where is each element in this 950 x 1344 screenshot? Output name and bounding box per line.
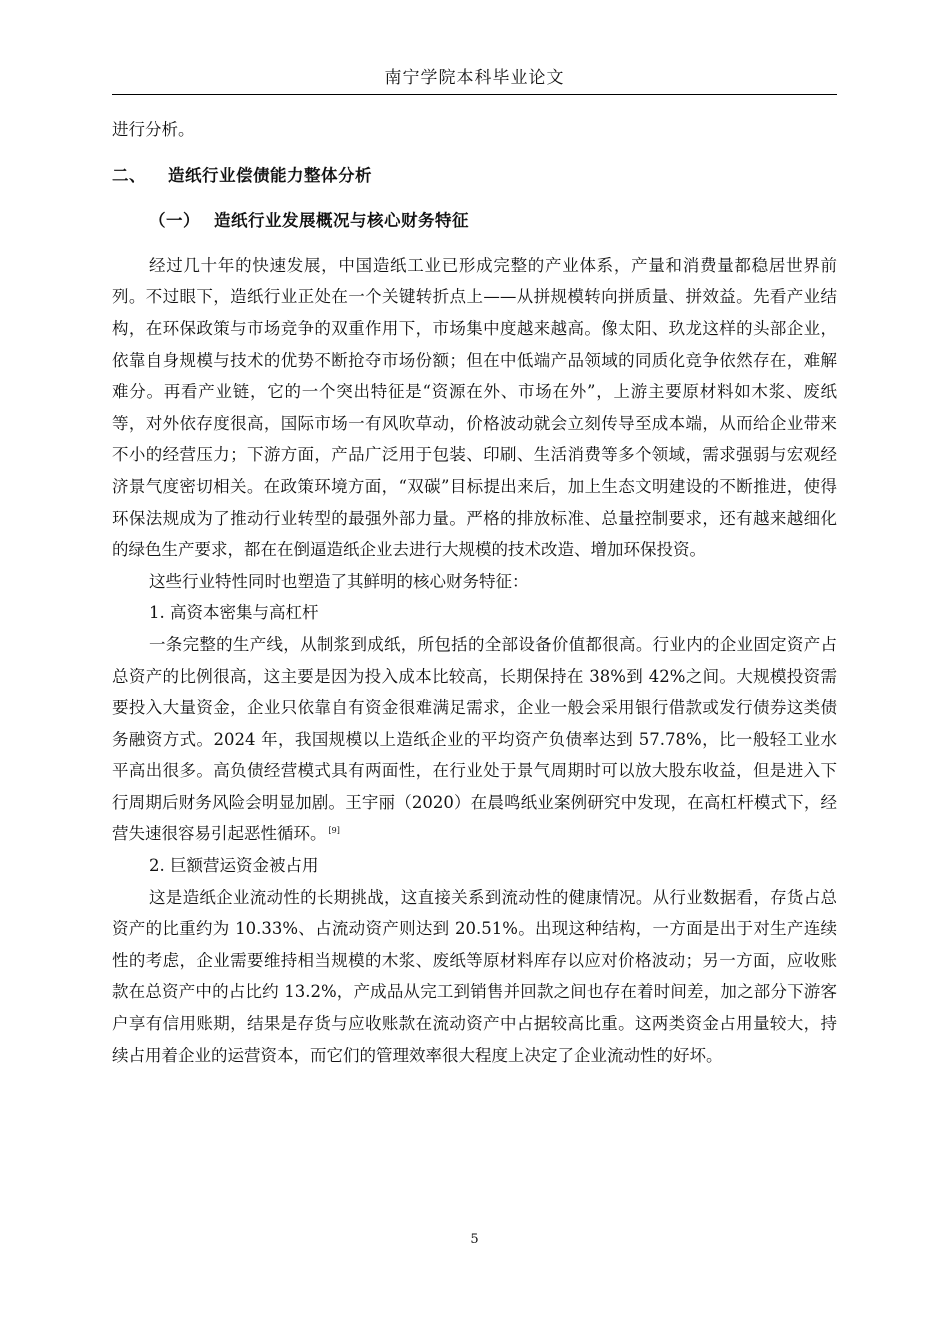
continuation-text: 进行分析。 [112,120,195,139]
paragraph-financial-features-intro: 这些行业特性同时也塑造了其鲜明的核心财务特征： [149,571,529,591]
running-header: 南宁学院本科毕业论文 [384,68,565,88]
header-rule [112,94,837,95]
section-heading [112,160,837,192]
subsection-title: 造纸行业发展概况与核心财务特征 [214,211,469,231]
citation-reference: [9] [328,825,340,835]
subsection-heading [149,205,837,237]
list-item-title-working-capital: 2. 巨额营运资金被占用 [149,856,319,876]
page-number: 5 [470,1232,479,1247]
section-number: 二、 [112,165,146,185]
paragraph-capital-intensive [112,629,837,850]
list-item-title-capital-intensive: 1. 高资本密集与高杠杆 [149,603,319,623]
paragraph-working-capital: 这是造纸企业流动性的长期挑战，这直接关系到流动性的健康情况。从行业数据看，存货占总资产的比重约为 10.33%、占流动资产则达到 20.51%。出现这种结构，一方面是出于对生产连续性的考虑，企业需要维持相当规模的木浆、废纸等原材料库存以应对价格波动；另一方面，应收账款在总资产中的占比约 13.2%，产成品从完工到销售并回款之间也存在着时间差，加之部分下游客户享有信用账期，结果是存货与应收账款在流动资产中占据较高比重。这两类资金占用量较大，持续占用着企业的运营资本，而它们的管理效率很大程度上决定了企业流动性的好坏。 [112,887,837,1065]
subsection-number: （一） [149,211,200,231]
page-content [112,114,837,1071]
paragraph-capital-intensive-text: 一条完整的生产线，从制浆到成纸，所包括的全部设备价值都很高。行业内的企业固定资产占总资产的比例很高，这主要是因为投入成本比较高，长期保持在 38%到 42%之间。大规模投资需要投入大量资金，企业只依靠自有资金很难满足需求，企业一般会采用银行借款或发行债券这类债务融资方式。2024 年，我国规模以上造纸企业的平均资产负债率达到 57.78%，比一般轻工业水平高出很多。高负债经营模式具有两面性，在行业处于景气周期时可以放大股东收益，但是进入下行周期后财务风险会明显加剧。王宇丽（2020）在晨鸣纸业案例研究中发现，在高杠杆模式下，经营失速很容易引起恶性循环。 [112,634,837,844]
paragraph-industry-overview: 经过几十年的快速发展，中国造纸工业已形成完整的产业体系，产量和消费量都稳居世界前列。不过眼下，造纸行业正处在一个关键转折点上——从拼规模转向拼质量、拼效益。先看产业结构，在环保政策与市场竞争的双重作用下，市场集中度越来越高。像太阳、玖龙这样的头部企业，依靠自身规模与技术的优势不断抢夺市场份额；但在中低端产品领域的同质化竞争依然存在，难解难分。再看产业链，它的一个突出特征是“资源在外、市场在外”，上游主要原材料如木浆、废纸等，对外依存度很高，国际市场一有风吹草动，价格波动就会立刻传导至成本端，从而给企业带来不小的经营压力；下游方面，产品广泛用于包装、印刷、生活消费等多个领域，需求强弱与宏观经济景气度密切相关。在政策环境方面，“双碳”目标提出来后，加上生态文明建设的不断推进，使得环保法规成为了推动行业转型的最强外部力量。严格的排放标准、总量控制要求，还有越来越细化的绿色生产要求，都在在倒逼造纸企业去进行大规模的技术改造、增加环保投资。 [112,255,837,560]
section-title: 造纸行业偿债能力整体分析 [168,165,372,185]
